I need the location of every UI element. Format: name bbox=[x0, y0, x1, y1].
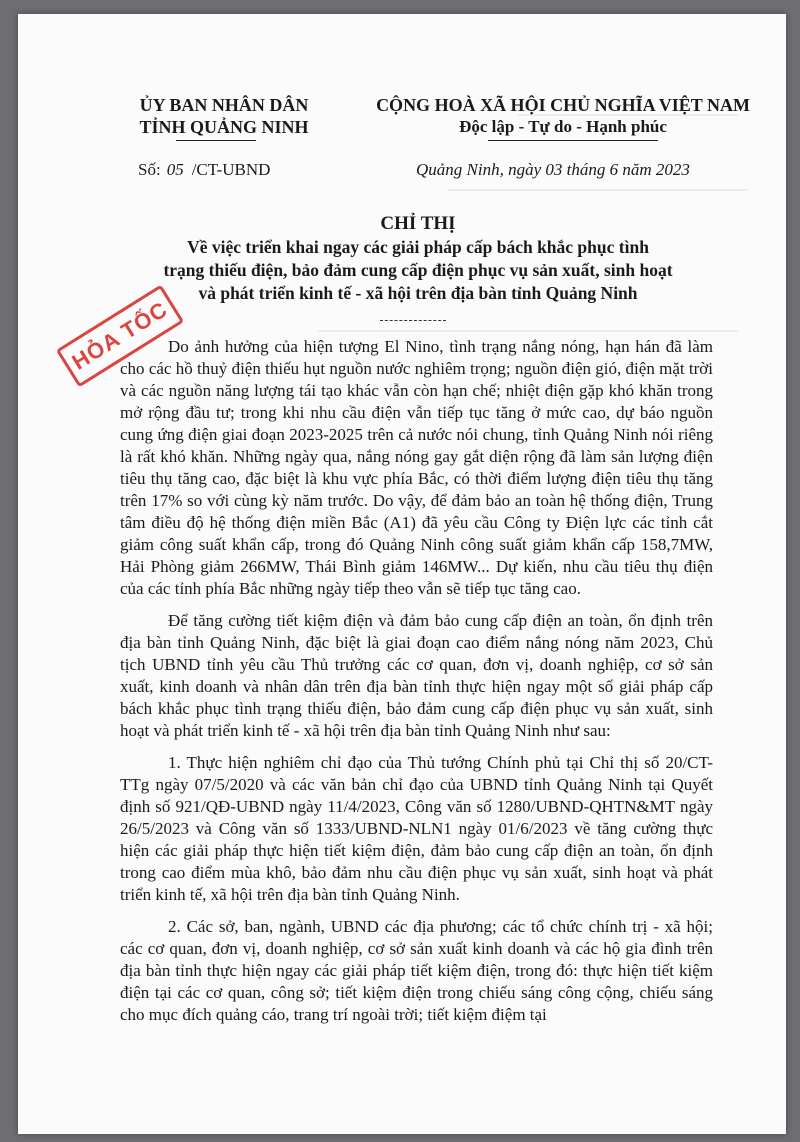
document-body bbox=[120, 336, 713, 1036]
agency-line-1: ỦY BAN NHÂN DÂN bbox=[139, 95, 309, 115]
document-title bbox=[138, 212, 698, 305]
paragraph-request: Để tăng cường tiết kiệm điện và đảm bảo cung cấp điện an toàn, ổn định trên địa bàn tỉnh Quảng Ninh, đặc biệt là giai đoạn cao điểm nắng nóng năm 2023, Chủ tịch UBND tỉnh yêu cầu Thủ trưởng các cơ quan, đơn vị, doanh nghiệp, cơ sở sản xuất, kinh doanh và nhân dân trên địa bàn tỉnh thực hiện ngay một số giải pháp cấp bách khắc phục tình trạng thiếu điện, bảo đảm cung cấp điện phục vụ sản xuất, sinh hoạt và phát triển kinh tế - xã hội trên địa bàn tỉnh Quảng Ninh như sau: bbox=[120, 611, 713, 740]
issuing-agency bbox=[114, 94, 334, 138]
title-type: CHỈ THỊ bbox=[380, 213, 456, 234]
motto-underline bbox=[488, 140, 658, 141]
title-line-1: Về việc triển khai ngay các giải pháp cấp bách khắc phục tình bbox=[187, 237, 649, 257]
doc-number-value: 05 bbox=[166, 160, 184, 179]
title-divider bbox=[380, 320, 446, 321]
document-page bbox=[18, 14, 786, 1134]
bleed-through-line bbox=[318, 330, 738, 332]
date-line: Quảng Ninh, ngày 03 tháng 6 năm 2023 bbox=[416, 160, 690, 179]
bleed-through-line bbox=[448, 189, 748, 191]
agency-line-2: TỈNH QUẢNG NINH bbox=[139, 117, 309, 137]
document-number bbox=[138, 160, 270, 180]
paragraph-item-1: 1. Thực hiện nghiêm chỉ đạo của Thủ tướng Chính phủ tại Chỉ thị số 20/CT-TTg ngày 07/5/2020 và các văn bản chỉ đạo của UBND tỉnh Quảng Ninh tại Quyết định số 921/QĐ-UBND ngày 11/4/2023, Công văn số 1280/UBND-QHTN&MT ngày 26/5/2023 và Công văn số 1333/UBND-NLN1 ngày 01/6/2023 về tăng cường thực hiện các giải pháp thực hiện tiết kiệm điện, đảm bảo cung cấp điện an toàn, ổn định trong cao điểm mùa khô, bảo đảm nhu cầu điện phục vụ sản xuất, sinh hoạt và phát triển kinh tế, xã hội trên địa bàn tỉnh Quảng Ninh. bbox=[120, 753, 713, 904]
urgent-stamp: HỎA TỐC bbox=[56, 284, 184, 387]
doc-number-prefix: Số: bbox=[138, 160, 161, 179]
agency-underline bbox=[176, 140, 256, 141]
national-motto: Độc lập - Tự do - Hạnh phúc bbox=[459, 117, 667, 136]
title-line-3: và phát triển kinh tế - xã hội trên địa bàn tỉnh Quảng Ninh bbox=[198, 283, 638, 303]
nation-name: CỘNG HOÀ XÃ HỘI CHỦ NGHĨA VIỆT NAM bbox=[376, 95, 750, 115]
title-line-2: trạng thiếu điện, bảo đảm cung cấp điện phục vụ sản xuất, sinh hoạt bbox=[163, 260, 673, 280]
national-header bbox=[368, 94, 758, 138]
doc-number-suffix: /CT-UBND bbox=[191, 160, 271, 179]
paragraph-context: Do ảnh hưởng của hiện tượng El Nino, tình trạng nắng nóng, hạn hán đã làm cho các hồ thuỷ điện thiếu hụt nguồn nước nghiêm trọng; nguồn điện gió, điện mặt trời và các nguồn năng lượng tái tạo khác vẫn còn hạn chế; nhiệt điện gặp khó khăn trong mở rộng đầu tư; trong khi nhu cầu điện vẫn tiếp tục tăng ở mức cao, dự báo nguồn cung ứng điện giai đoạn 2023-2025 trên cả nước nói chung, tỉnh Quảng Ninh nói riêng là rất khó khăn. Những ngày qua, nắng nóng gay gắt diện rộng đã làm sản lượng điện tiêu thụ tăng cao, đặc biệt là khu vực phía Bắc, có thời điểm lượng điện tiêu thụ tăng trên 17% so với cùng kỳ năm trước. Do vậy, để đảm bảo an toàn hệ thống điện, Trung tâm điều độ hệ thống điện miền Bắc (A1) đã yêu cầu Công ty Điện lực các tỉnh cắt giảm công suất khẩn cấp, trong đó Quảng Ninh công suất giảm khẩn cấp 158,7MW, Hải Phòng giảm 266MW, Thái Bình giảm 146MW... Dự kiến, nhu cầu tiêu thụ điện của các tỉnh phía Bắc những ngày tiếp theo vẫn sẽ tiếp tục tăng cao. bbox=[120, 337, 713, 598]
paragraph-item-2: 2. Các sở, ban, ngành, UBND các địa phương; các tổ chức chính trị - xã hội; các cơ quan, đơn vị, doanh nghiệp, cơ sở sản xuất kinh doanh và các hộ gia đình trên địa bàn tỉnh thực hiện ngay các giải pháp tiết kiệm điện, trong đó: thực hiện tiết kiệm điện tại các cơ quan, công sở; tiết kiệm điện trong chiếu sáng công cộng, chiếu sáng cho mục đích quảng cáo, trang trí ngoài trời; tiết kiệm điệm tại bbox=[120, 917, 713, 1024]
